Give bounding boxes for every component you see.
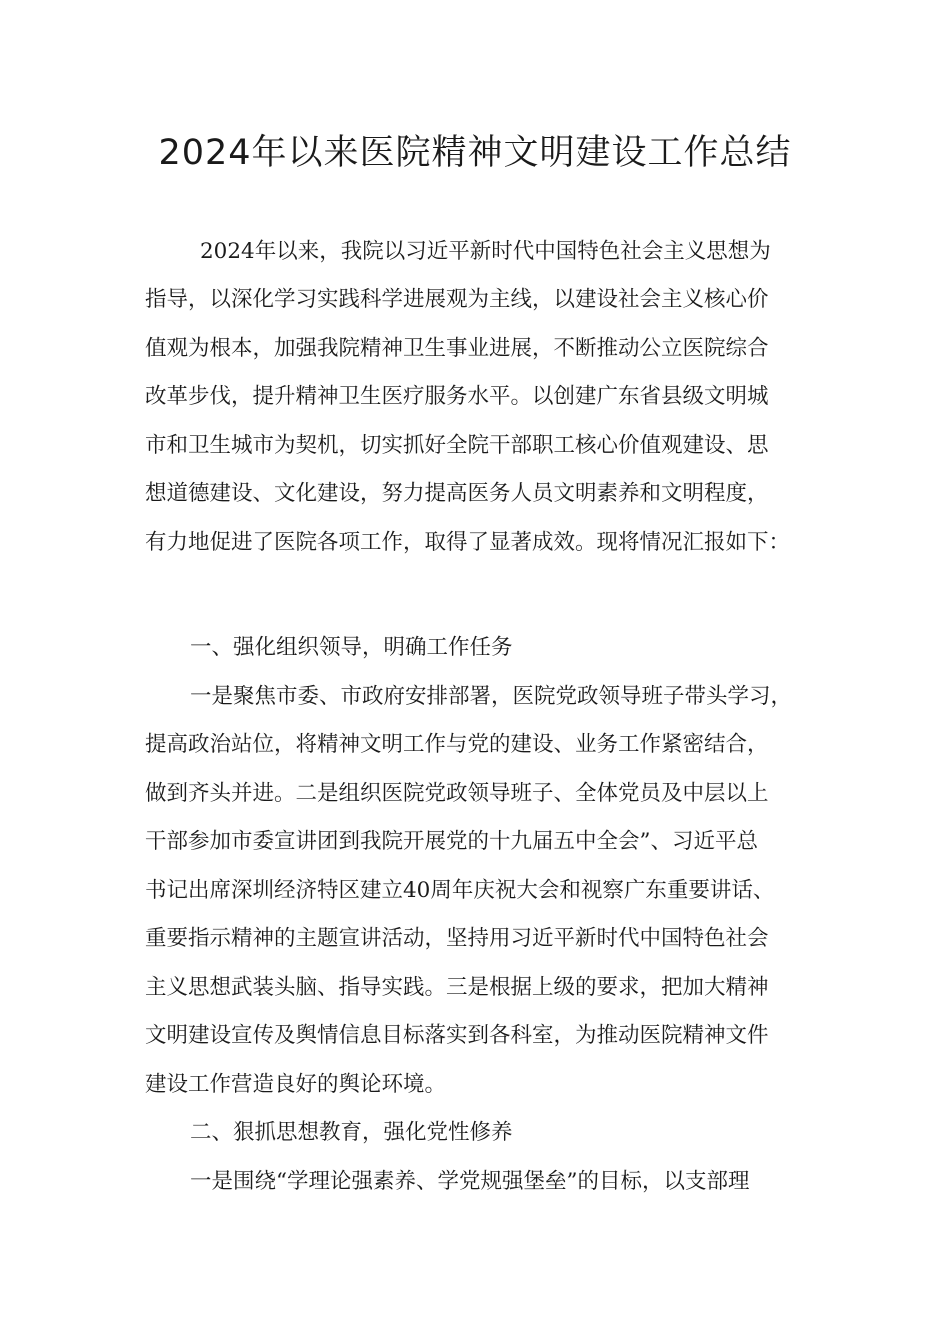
paragraph-line: 书记出席深圳经济特区建立40周年庆祝大会和视察广东重要讲话、 [145, 878, 775, 903]
paragraph-line: 想道德建设、文化建设，努力提高医务人员文明素养和文明程度， [145, 481, 769, 506]
paragraph-line: 建设工作营造良好的舆论环境。 [145, 1072, 447, 1097]
paragraph-line: 值观为根本，加强我院精神卫生事业进展，不断推动公立医院综合 [145, 336, 769, 361]
section-heading-1: 一、强化组织领导，明确工作任务 [190, 635, 513, 660]
paragraph-line: 重要指示精神的主题宣讲活动，坚持用习近平新时代中国特色社会 [145, 926, 769, 951]
paragraph-line: 文明建设宣传及舆情信息目标落实到各科室，为推动医院精神文件 [145, 1023, 769, 1048]
document-title: 2024年以来医院精神文明建设工作总结 [158, 133, 792, 173]
paragraph-line: 2024年以来，我院以习近平新时代中国特色社会主义思想为 [200, 239, 771, 264]
paragraph-line: 指导，以深化学习实践科学进展观为主线，以建设社会主义核心价 [145, 287, 769, 312]
paragraph-line: 有力地促进了医院各项工作，取得了显著成效。现将情况汇报如下： [145, 530, 791, 555]
paragraph-line: 市和卫生城市为契机，切实抓好全院干部职工核心价值观建设、思 [145, 433, 769, 458]
paragraph-line: 一是围绕“学理论强素养、学党规强堡垒”的目标，以支部理 [190, 1169, 750, 1194]
section-heading-2: 二、狠抓思想教育，强化党性修养 [190, 1120, 513, 1145]
paragraph-line: 提高政治站位，将精神文明工作与党的建设、业务工作紧密结合， [145, 732, 769, 757]
paragraph-line: 干部参加市委宣讲团到我院开展党的十九届五中全会”、习近平总 [145, 829, 758, 854]
paragraph-line: 做到齐头并进。二是组织医院党政领导班子、全体党员及中层以上 [145, 781, 769, 806]
paragraph-line: 一是聚焦市委、市政府安排部署，医院党政领导班子带头学习， [190, 684, 793, 709]
paragraph-line: 主义思想武装头脑、指导实践。三是根据上级的要求，把加大精神 [145, 975, 769, 1000]
paragraph-line: 改革步伐，提升精神卫生医疗服务水平。以创建广东省县级文明城 [145, 384, 769, 409]
